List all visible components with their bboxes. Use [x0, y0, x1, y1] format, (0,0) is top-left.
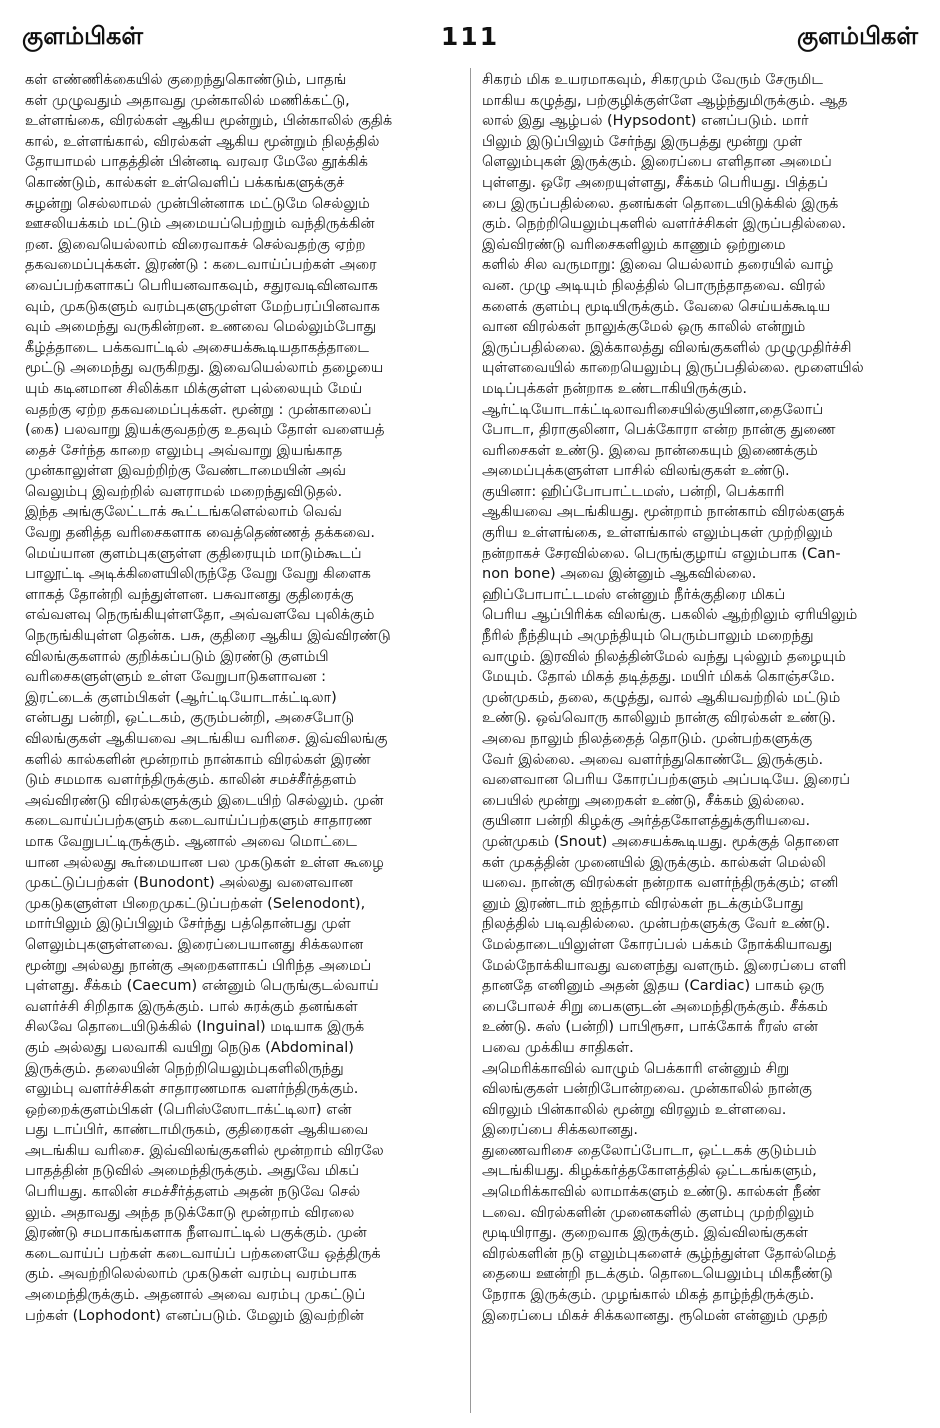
text-line: ஆகியவை அடங்கியது. மூன்றாம் நான்காம் விரல்களுக்	[482, 504, 845, 521]
text-line: போடா, திராகுலினா, பெக்கோரா என்ற நான்கு துணை	[482, 422, 836, 439]
text-line: வளர்ச்சி சிறிதாக இருக்கும். பால் சுரக்கும் தனங்கள்	[25, 998, 358, 1015]
text-line: முன்முகம், தலை, கழுத்து, வால் ஆகியவற்றில் மட்டும்	[482, 689, 841, 706]
text-line: நெருங்கியுள்ள தென்க. பசு, குதிரை ஆகிய இவ்விரண்டு	[25, 628, 391, 645]
text-line: பையில் மூன்று அறைகள் உண்டு, சீக்கம் இல்லை.	[482, 792, 805, 809]
text-line: கும் அல்லது பலவாகி வயிறு நெடுக (Abdominal)	[25, 1039, 354, 1056]
text-line: பற்கள் (Lophodont) எனப்படும். மேலும் இவற்றின்	[25, 1307, 364, 1324]
text-line: களில் கால்களின் மூன்றாம் நான்காம் விரல்கள் இரண்	[25, 751, 371, 768]
text-line: நன்றாகச் சேரவில்லை. பெருங்குழாய் எலும்பாக (Can-	[482, 545, 841, 562]
text-line: நிலத்தில் படிவதில்லை. முன்பற்களுக்கு வேர் உண்டு.	[482, 916, 831, 933]
page-header	[22, 22, 918, 62]
text-line: றன. இவையெல்லாம் விரைவாகச் செல்வதற்கு ஏற்ற	[25, 236, 366, 253]
text-line: டவை. விரல்களின் முனைகளில் குளம்பு முற்றிலும்	[482, 1204, 815, 1221]
text-line: கும். அவற்றிலெல்லாம் முகடுகள் வரம்பு வரம்பாக	[25, 1266, 357, 1283]
column-divider	[470, 68, 471, 1413]
text-line: உண்டு. சுஸ் (பன்றி) பாபிரூசா, பாக்கோக் ரீரஸ் என்	[482, 1019, 818, 1036]
text-line: விலங்குகளால் குறிக்கப்படும் இரண்டு குளம்பி	[25, 648, 329, 665]
text-line: தைச் சேர்ந்த காறை எலும்பு அவ்வாறு இயங்காத	[25, 442, 343, 459]
text-line: னும் இரண்டாம் ஐந்தாம் விரல்கள் நடக்கும்போது	[482, 895, 804, 912]
text-line: யான அல்லது கூர்மையான பல முகடுகள் உள்ள கூழை	[25, 854, 384, 871]
text-line: இரைப்பை சிக்கலானது.	[482, 1122, 638, 1139]
text-line: தையை ஊன்றி நடக்கும். தொடையெலும்பு மிகநீண்டு	[482, 1266, 833, 1283]
text-line: யுள்ளவையில் காறையெலும்பு இருப்பதில்லை. மூளையில்	[482, 360, 864, 377]
text-line: கள் எண்ணிக்கையில் குறைந்துகொண்டும், பாதங்	[25, 72, 347, 88]
text-line: நீரில் நீந்தியும் அமுந்தியும் பெரும்பாலும் மறைந்து	[482, 628, 814, 645]
text-line: வாழும். இரவில் நிலத்தின்மேல் வந்து புல்லும் தழையும்	[482, 648, 846, 665]
text-line: மூன்று அல்லது நான்கு அறைகளாகப் பிரிந்த அமைப்	[25, 957, 372, 974]
text-line: அடங்கியது. கிழக்கர்த்தகோளத்தில் ஒட்டகங்களும்,	[482, 1163, 817, 1180]
text-line: வரிசைகளுள்ளும் உள்ள வேறுபாடுகளாவன :	[25, 669, 327, 686]
text-line: வைப்பற்களாகப் பெரியனவாகவும், சதுரவடிவினவாக	[25, 277, 378, 294]
text-line: சிலவே தொடையிடுக்கில் (Inguinal) மடியாக இருக்	[25, 1019, 365, 1036]
text-line: கும். நெற்றியெலும்புகளில் வளர்ச்சிகள் இருப்பதில்லை.	[482, 216, 846, 233]
text-line: அவ்விரண்டு விரல்களுக்கும் இடையிற் செல்லும். முன்	[25, 792, 384, 809]
text-line: பது டாப்பிர், காண்டாமிருகம், குதிரைகள் ஆகியவை	[25, 1122, 369, 1139]
left-text-column	[25, 70, 459, 1326]
text-line: மெய்யான குளம்புகளுள்ள குதிரையும் மாடும்கூடப்	[25, 545, 362, 562]
text-line: பவை முக்கிய சாதிகள்.	[482, 1039, 634, 1056]
text-line: முன்முகம் (Snout) அசையக்கூடியது. மூக்குத் தொளை	[482, 833, 840, 850]
text-line: அமெரிக்காவில் லாமாக்களும் உண்டு. கால்கள் நீண்	[482, 1184, 821, 1201]
text-line: ஊசலியக்கம் மட்டும் அமையப்பெற்றும் வந்திருக்கின்	[25, 216, 375, 233]
text-line: குயினா பன்றி கிழக்கு அர்த்தகோளத்துக்குரியவை.	[482, 813, 811, 830]
right-text-column	[482, 70, 916, 1326]
text-line: வேறு தனித்த வரிசைகளாக வைத்தெண்ணத் தக்கவை.	[25, 525, 376, 542]
text-line: பாதத்தின் நடுவில் அமைந்திருக்கும். அதுவே மிகப்	[25, 1163, 360, 1180]
text-line: இரட்டைக் குளம்பிகள் (ஆர்ட்டியோடாக்ட்டிலா)	[25, 689, 337, 706]
text-line: பைபோலச் சிறு பைகளுடன் அமைந்திருக்கும். சீக்கம்	[482, 998, 828, 1015]
text-line: என்பது பன்றி, ஒட்டகம், குரும்பன்றி, அசைபோடு	[25, 710, 355, 727]
text-line: இருக்கும். தலையின் நெற்றியெலும்புகளிலிருந்து	[25, 1060, 344, 1077]
text-line: முன்காலுள்ள இவற்றிற்கு வேண்டாமையின் அவ்	[25, 463, 347, 480]
text-line: லும். அதாவது அந்த நடுக்கோடு மூன்றாம் விரலை	[25, 1204, 355, 1221]
text-line: மூட்டு அமைந்து வருகிறது. இவையெல்லாம் தழையை	[25, 360, 384, 377]
text-line: ளெலும்புகளுள்ளவை. இரைப்பையானது சிக்கலான	[25, 936, 364, 953]
text-line: மூடியிராது. குறைவாக இருக்கும். இவ்விலங்குகள்	[482, 1225, 808, 1242]
text-line: non bone) அவை இன்னும் ஆகவில்லை.	[482, 566, 757, 583]
text-line: குயினா: ஹிப்போபாட்டமஸ், பன்றி, பெக்காரி	[482, 483, 785, 500]
text-line: முகட்டுப்பற்கள் (Bunodont) அல்லது வளைவான	[25, 875, 353, 892]
text-line: ளாகத் தோன்றி வந்துள்ளன. பசுவானது குதிரைக்கு	[25, 586, 354, 603]
text-line: விலங்குகள் பன்றிபோன்றவை. முன்காலில் நான்கு	[482, 1081, 812, 1098]
text-line: குரிய உள்ளங்கை, உள்ளங்கால் எலும்புகள் முற்றிலும்	[482, 525, 833, 542]
text-line: மேல்நோக்கியாவது வளைந்து வளரும். இரைப்பை எளி	[482, 957, 847, 974]
text-line: கால், உள்ளங்கால், விரல்கள் ஆகிய மூன்றும் நிலத்தில்	[25, 133, 380, 150]
text-line: களைக் குளம்பு மூடியிருக்கும். வேலை செய்யக்கூடிய	[482, 298, 831, 315]
text-line: வும் அமைந்து வருகின்றன. உணவை மெல்லும்போது	[25, 319, 377, 336]
text-line: உள்ளங்கை, விரல்கள் ஆகிய மூன்றும், பின்காலில் குதிக்	[25, 113, 393, 130]
text-line: யவை. நான்கு விரல்கள் நன்றாக வளர்ந்திருக்கும்; எனி	[482, 875, 839, 892]
text-line: கடைவாய்ப் பற்கள் கடைவாய்ப் பற்களையே ஒத்திருக்	[25, 1245, 381, 1262]
text-line: ஹிப்போபாட்டமஸ் என்னும் நீர்க்குதிரை மிகப்	[482, 586, 786, 603]
text-line: வான விரல்கள் நாலுக்குமேல் ஒரு காலில் என்றும்	[482, 319, 806, 336]
text-line: கடைவாய்ப்பற்களும் கடைவாய்ப்பற்களும் சாதாரண	[25, 813, 372, 830]
text-line: கீழ்த்தாடை பக்கவாட்டில் அசையக்கூடியதாகத்தாடை	[25, 339, 369, 356]
text-line: பெரியது. காலின் சமச்சீர்த்தளம் அதன் நடுவே செல்	[25, 1184, 361, 1201]
text-line: கள் முழுவதும் அதாவது முன்காலில் மணிக்கட்டு,	[25, 92, 350, 109]
text-line: விரல்களின் நடு எலும்புகளைச் சூழ்ந்துள்ள தோல்மெத்	[482, 1245, 837, 1262]
text-line: டும் சமமாக வளர்ந்திருக்கும். காலின் சமச்சீர்த்தளம்	[25, 772, 357, 789]
text-line: கள் முகத்தின் முனையில் இருக்கும். கால்கள் மெல்லி	[482, 854, 826, 871]
text-line: இரைப்பை மிகச் சிக்கலானது. ரூமென் என்னும் முதற்	[482, 1307, 828, 1324]
text-line: பாலூட்டி அடிக்கிளையிலிருந்தே வேறு வேறு கிளைக	[25, 566, 371, 583]
text-line: அமைப்புக்களுள்ள பாசில் விலங்குகள் உண்டு.	[482, 463, 790, 480]
text-line: ஆர்ட்டியோடாக்ட்டிலாவரிசையில்குயினா,தைலோப்	[482, 401, 824, 418]
text-line: மார்பிலும் இடுப்பிலும் சேர்ந்து பத்தொன்பது முள்	[25, 916, 351, 933]
text-line: பெரிய ஆப்பிரிக்க விலங்கு. பகலில் ஆற்றிலும் ஏரியிலும்	[482, 607, 858, 624]
text-line: வன. முழு அடியும் நிலத்தில் பொருந்தாதவை. விரல்	[482, 277, 826, 294]
text-line: அவை நாலும் நிலத்தைத் தொடும். முன்பற்களுக்கு	[482, 731, 813, 747]
text-line: ஒற்றைக்குளம்பிகள் (பெரிஸ்ஸோடாக்ட்டிலா) என்	[25, 1101, 352, 1118]
text-line: பிலும் இடுப்பிலும் சேர்ந்து இருபத்து மூன்று முள்	[482, 133, 803, 150]
text-line: கொண்டும், கால்கள் உள்வெளிப் பக்கங்களுக்குச்	[25, 174, 345, 191]
text-line: பை இருப்பதில்லை. தனங்கள் தொடையிடுக்கில் இருக்	[482, 195, 839, 212]
text-line: இவ்விரண்டு வரிசைகளிலும் காணும் ஒற்றுமை	[482, 236, 786, 253]
text-line: அமைந்திருக்கும். அதனால் அவை வரம்பு முகட்டுப்	[25, 1287, 366, 1304]
text-line: சுழன்று செல்லாமல் முன்பின்னாக மட்டுமே செல்லும்	[25, 195, 370, 212]
text-line: லால் இது ஆழ்பல் (Hypsodont) எனப்படும். மார்	[482, 113, 809, 130]
text-line: வெலும்பு இவற்றில் வளராமல் மறைந்துவிடுதல்.	[25, 483, 343, 500]
text-line: இந்த அங்குலேட்டாக் கூட்டங்களெல்லாம் வெவ்	[25, 504, 342, 521]
text-line: எலும்பு வளர்ச்சிகள் சாதாரணமாக வளர்ந்திருக்கும்.	[25, 1081, 359, 1098]
text-line: (கை) பலவாறு இயக்குவதற்கு உதவும் தோள் வளையத்	[25, 422, 385, 439]
text-line: தானதே எனினும் அதன் இதய (Cardiac) பாகம் ஒரு	[482, 978, 825, 995]
text-line: எவ்வளவு நெருங்கியுள்ளதோ, அவ்வளவே புலிக்கும்	[25, 607, 375, 624]
running-title-right: குளம்பிகள்	[796, 22, 918, 50]
text-line: சிகரம் மிக உயரமாகவும், சிகரமும் வேரும் சேருமிட	[482, 72, 823, 88]
text-line: வதற்கு ஏற்ற தகவமைப்புக்கள். மூன்று : முன்காலைப்	[25, 401, 372, 418]
text-line: களில் சில வருமாறு: இவை யெல்லாம் தரையில் வாழ்	[482, 257, 834, 274]
text-line: வும், முகடுகளும் வரம்புகளுமுள்ள மேற்பரப்பினவாக	[25, 298, 380, 315]
text-line: அடங்கிய வரிசை. இவ்விலங்குகளில் மூன்றாம் விரலே	[25, 1142, 384, 1159]
text-line: அமெரிக்காவில் வாழும் பெக்காரி என்னும் சிறு	[482, 1060, 790, 1077]
text-line: மேயும். தோல் மிகத் தடித்தது. மயிர் மிகக் கொஞ்சமே.	[482, 669, 835, 686]
text-line: யும் கடினமான சிலிக்கா மிக்குள்ள புல்லையும் மேய்	[25, 380, 363, 397]
running-title-left: குளம்பிகள்	[22, 22, 144, 50]
text-line: வேர் இல்லை. அவை வளர்ந்துகொண்டே இருக்கும்.	[482, 751, 824, 768]
text-line: விரலும் பின்காலில் மூன்று விரலும் உள்ளவை.	[482, 1101, 787, 1118]
text-line: மேல்தாடையிலுள்ள கோரப்பல் பக்கம் நோக்கியாவது	[482, 936, 833, 953]
text-line: மாகிய கழுத்து, பற்குழிக்குள்ளே ஆழ்ந்துமிருக்கும். ஆத	[482, 92, 848, 109]
text-line: இரண்டு சமபாகங்களாக நீளவாட்டில் பகுக்கும். முன்	[25, 1225, 367, 1242]
text-line: விலங்குகள் ஆகியவை அடங்கிய வரிசை. இவ்விலங்கு	[25, 731, 388, 747]
text-line: உண்டு. ஒவ்வொரு காலிலும் நான்கு விரல்கள் உண்டு.	[482, 710, 836, 727]
text-line: முகடுகளுள்ள பிறைமுகட்டுப்பற்கள் (Selenodont),	[25, 895, 366, 912]
text-line: புள்ளது. சீக்கம் (Caecum) என்னும் பெருங்குடல்வாய்	[25, 978, 379, 995]
text-line: தகவமைப்புக்கள். இரண்டு : கடைவாய்ப்பற்கள் அரை	[25, 257, 377, 274]
text-line: வளைவான பெரிய கோரப்பற்களும் அப்படியே. இரைப்	[482, 772, 850, 789]
text-line: மடிப்புக்கள் நன்றாக உண்டாகியிருக்கும்.	[482, 380, 748, 397]
page-number: 111	[440, 22, 500, 51]
text-line: நேராக இருக்கும். முழங்கால் மிகத் தாழ்ந்திருக்கும்.	[482, 1287, 815, 1304]
text-line: புள்ளது. ஒரே அறையுள்ளது, சீக்கம் பெரியது. பித்தப்	[482, 174, 828, 191]
text-line: துணைவரிசை தைலோப்போடா, ஒட்டகக் குடும்பம்	[482, 1142, 817, 1159]
text-line: இருப்பதில்லை. இக்காலத்து விலங்குகளில் முழுமுதிர்ச்சி	[482, 339, 852, 356]
text-line: தோயாமல் பாதத்தின் பின்னடி வரவர மேலே தூக்கிக்	[25, 154, 368, 171]
text-line: மாக வேறுபட்டிருக்கும். ஆனால் அவை மொட்டை	[25, 833, 357, 850]
text-line: ளெலும்புகள் இருக்கும். இரைப்பை எளிதான அமைப்	[482, 154, 832, 171]
text-line: வரிசைகள் உண்டு. இவை நான்கையும் இணைக்கும்	[482, 442, 818, 459]
